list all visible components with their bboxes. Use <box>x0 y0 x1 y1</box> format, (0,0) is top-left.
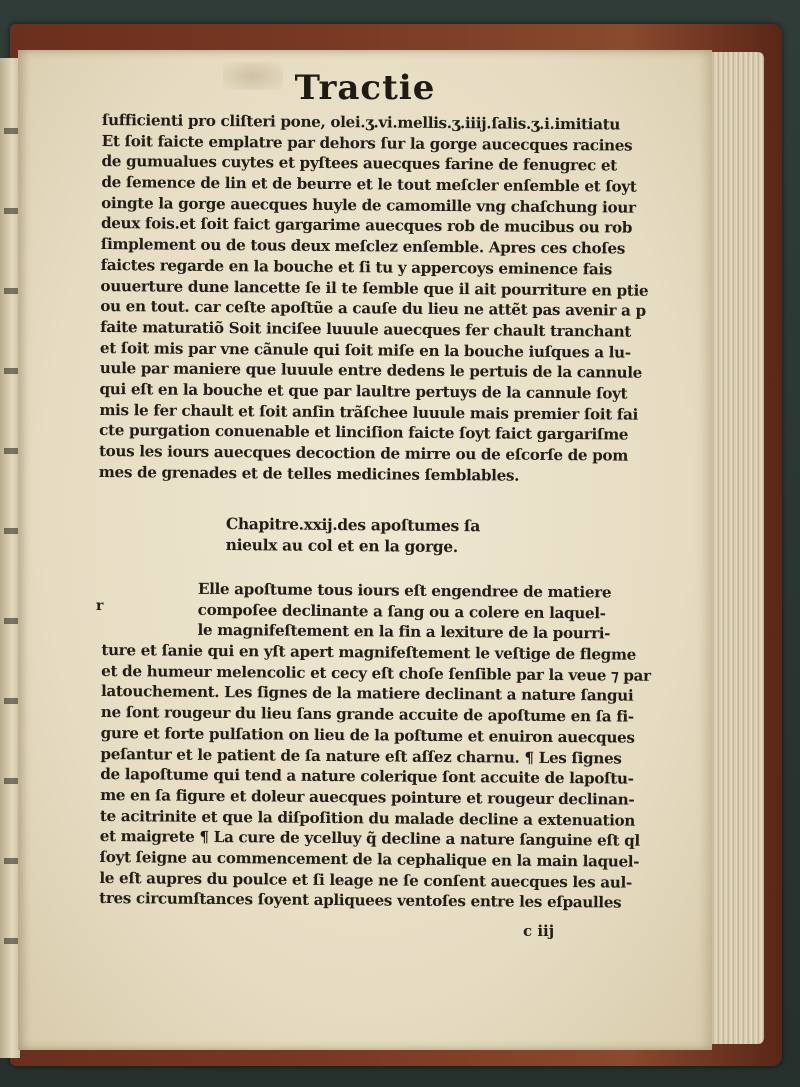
text-line: de gumualues cuytes et pyſtees auecques farine de fenugrec et <box>101 152 617 175</box>
margin-mark: r <box>96 598 104 614</box>
book-page <box>18 50 712 1050</box>
text-line: qui eſt en la bouche et que par laultre pertuys de la cannule ſoyt <box>99 379 628 403</box>
text-line: nieulx au col et en la gorge. <box>225 534 458 556</box>
text-line: faictes regarde en la bouche et ſi tu y appercoys eminence fais <box>100 255 613 279</box>
text-line: ne ſont rougeur du lieu ſans grande accuite de apoſtume en ſa fi- <box>100 703 634 726</box>
text-line: uule par maniere que luuule entre dedens le pertuis de la cannule <box>99 359 643 382</box>
text-line: gure et forte pulſation on lieu de la poſtume et enuiron auecques <box>100 723 635 747</box>
text-line: oingte la gorge auecques huyle de camomille vng chaſchung iour <box>101 193 636 217</box>
text-line: tres circumſtances ſoyent apliquees ventoſes entre les eſpaulles <box>99 889 622 912</box>
text-line: ſoyt ſeigne au commencement de la cephalique en la main laquel- <box>99 847 640 871</box>
facing-page-edge <box>0 58 20 1058</box>
text-line: mis le fer chault et ſoit anſin trãſchee luuule mais premier ſoit fai <box>99 400 639 424</box>
bleed-mark <box>4 618 18 624</box>
running-head: Tractie <box>294 68 436 108</box>
text-line: le magnifeſtement en la fin a lexiture de la pourri- <box>197 621 611 643</box>
text-line: ſufficienti pro cliſteri pone, olei.ʒ.vi.mellis.ʒ.iiij.ſalis.ʒ.i.imitiatu <box>101 110 621 134</box>
bleed-mark <box>4 288 18 294</box>
text-line: et maigrete ¶ La cure de ycelluy q̃ decline a nature ſanguine eſt ql <box>99 827 640 850</box>
text-line: latouchement. Les ſignes de la matiere declinant a nature ſangui <box>100 682 634 706</box>
text-line: te acitrinite et que la diſpoſition du malade decline a extenuation <box>99 806 636 830</box>
text-line: de ſemence de lin et de beurre et le tout meſcler enſemble et ſoyt <box>101 173 637 196</box>
text-line: et ſoit mis par vne cãnule qui ſoit miſe en la bouche iuſques a lu- <box>99 338 631 362</box>
text-line: tous les iours auecques decoction de mirre ou de eſcorſe de pom <box>98 441 629 465</box>
bleed-mark <box>4 778 18 784</box>
signature-mark: c iij <box>523 922 555 940</box>
chapter-heading <box>226 514 786 560</box>
text-line: ſimplement ou de tous deux meſclez enſemble. Apres ces choſes <box>100 235 626 258</box>
bleed-mark <box>4 938 18 944</box>
text-line: ouuerture dune lancette ſe il te ſemble que il ait pourriture en ptie <box>100 276 649 300</box>
text-line: faite maturatiõ Soit inciſee luuule auecques fer chault tranchant <box>100 317 632 341</box>
text-line: et de humeur melencolic et cecy eſt choſe ſenſible par la veue ⁊ par <box>101 661 651 685</box>
text-line: compoſee declinante a ſang ou a colere en laquel- <box>197 600 606 623</box>
bleed-mark <box>4 208 18 214</box>
text-line: me en ſa figure et doleur auecques pointure et rougeur declinan- <box>100 785 635 809</box>
text-line: Elle apoſtume tous iours eſt engendree de matiere <box>197 579 612 602</box>
bleed-mark <box>4 858 18 864</box>
text-line: ture et ſanie qui en yſt apert magnifeſtement le veſtige de flegme <box>101 641 637 664</box>
text-line: le eſt aupres du poulce et ſi leage ne ſe conſent auecques les aul- <box>99 868 632 892</box>
text-line: de lapoſtume qui tend a nature colerique ſont accuite de lapoſtu- <box>100 765 634 788</box>
bleed-mark <box>4 698 18 704</box>
bleed-mark <box>4 448 18 454</box>
text-line: deux fois.et ſoit faict gargarime auecques rob de mucibus ou rob <box>100 214 633 238</box>
text-line: mes de grenades et de telles medicines ſemblables. <box>98 462 520 485</box>
text-line: peſantur et le patient de ſa nature eſt aſſez charnu. ¶ Les ſignes <box>100 744 622 768</box>
bleed-mark <box>4 128 18 134</box>
text-line: Et ſoit faicte emplatre par dehors ſur la gorge aucecques racines <box>101 131 633 155</box>
paragraph-lower <box>99 578 662 914</box>
text-line: Chapitre.xxij.des apoſtumes ſa <box>225 514 481 536</box>
bleed-mark <box>4 528 18 534</box>
bleed-mark <box>4 368 18 374</box>
text-line: ou en tout. car ceſte apoſtũe a cauſe du lieu ne attẽt pas avenir a p <box>100 297 646 320</box>
text-line: cte purgation conuenable et linciſion faicte ſoyt faict gargariſme <box>99 421 629 444</box>
paragraph-upper <box>99 110 662 487</box>
